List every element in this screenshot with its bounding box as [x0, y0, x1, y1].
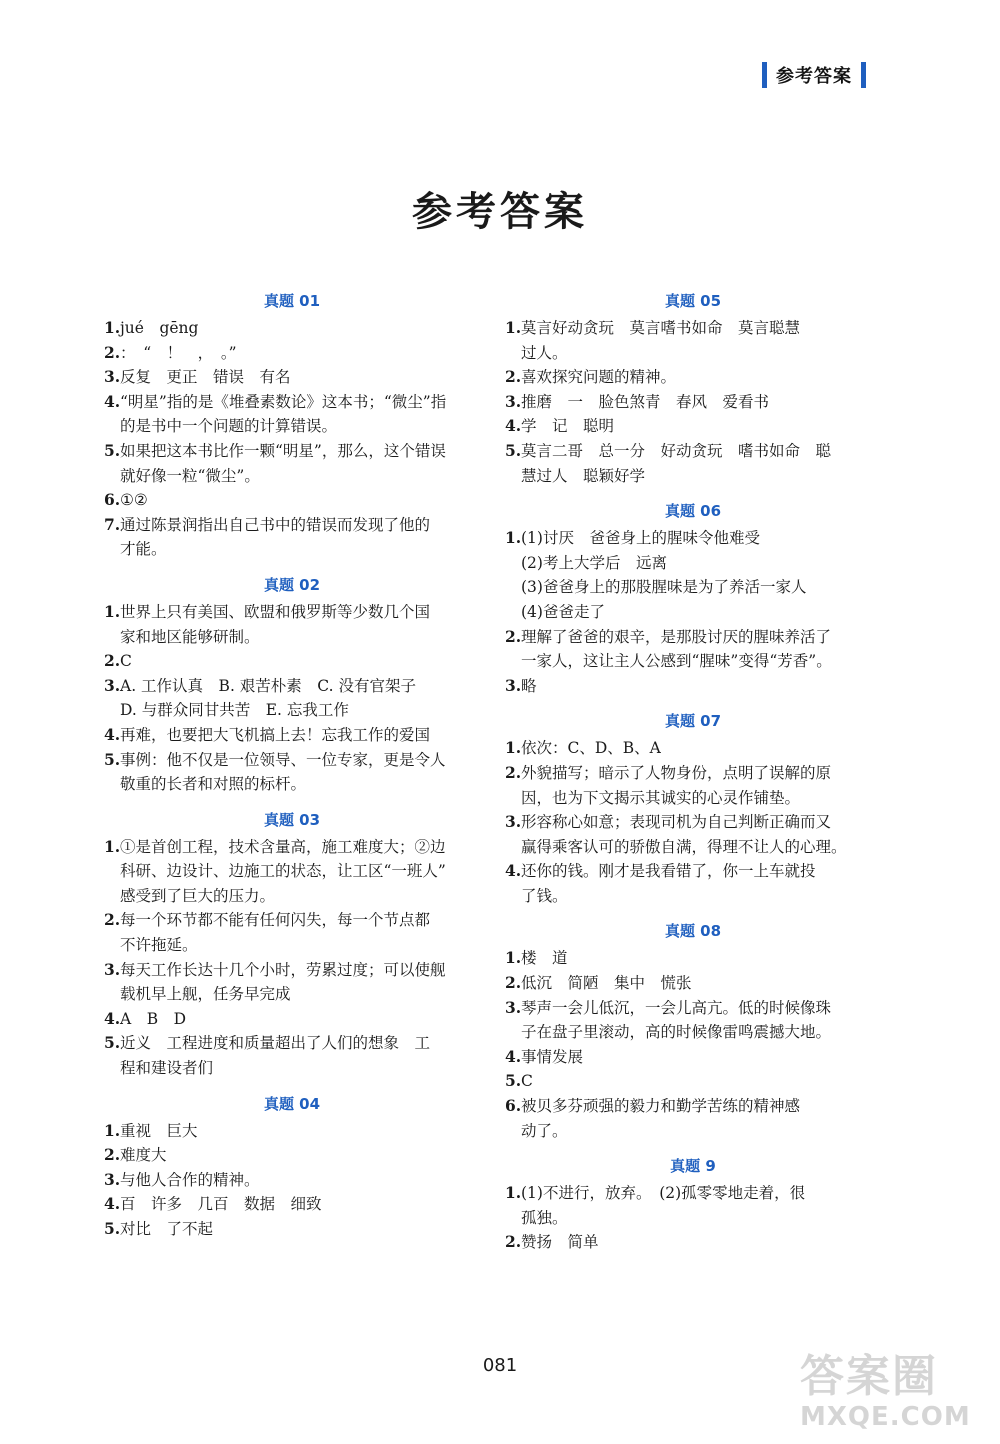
- answer-number: 1.: [104, 1120, 121, 1140]
- answer-line: [104, 1119, 480, 1144]
- answer-line: [104, 341, 480, 366]
- answer-line: [505, 1206, 881, 1231]
- answer-text: 低沉 简陋 集中 慌张: [521, 974, 692, 993]
- answer-line: [104, 1007, 480, 1032]
- answer-text: 楼 道: [521, 949, 568, 968]
- watermark-logo: [800, 1352, 990, 1438]
- answer-number: 5.: [104, 1033, 121, 1053]
- answer-text: 科研、边设计、边施工的状态，让工区“一班人”: [120, 862, 446, 881]
- answer-line: [104, 835, 480, 860]
- answer-number: 5.: [505, 1071, 522, 1091]
- answer-text: 还你的钱。刚才是我看错了，你一上车就投: [521, 862, 816, 881]
- answer-text: 就好像一粒“微尘”。: [120, 466, 260, 485]
- answer-line: [104, 414, 480, 439]
- answer-text: 子在盘子里滚动，高的时候像雷鸣震撼大地。: [521, 1023, 832, 1042]
- answer-line: [505, 1020, 881, 1045]
- answer-line: [505, 946, 881, 971]
- answer-line: [505, 996, 881, 1021]
- answer-line: [104, 1168, 480, 1193]
- answer-line: [505, 884, 881, 909]
- answer-line: [104, 1143, 480, 1168]
- answer-text: 如果把这本书比作一颗“明星”，那么，这个错误: [120, 441, 446, 460]
- answer-number: 2.: [505, 367, 522, 387]
- answer-text: C: [521, 1072, 533, 1091]
- answer-number: 1.: [104, 318, 121, 337]
- answer-line: [505, 341, 881, 366]
- answer-number: 2.: [505, 1232, 522, 1252]
- answer-line: [505, 649, 881, 674]
- section-gap: [104, 1081, 480, 1089]
- section-title: 真题 01: [263, 292, 321, 310]
- answer-text: 孤独。: [521, 1208, 568, 1227]
- section-title: 真题 03: [263, 810, 321, 829]
- running-header: [762, 62, 866, 88]
- answer-text: 的是书中一个问题的计算错误。: [120, 417, 338, 436]
- answer-number: 6.: [104, 490, 121, 510]
- answer-text: (4)爸爸走了: [521, 602, 605, 621]
- answer-line: [104, 859, 480, 884]
- section-title: 真题 05: [664, 292, 722, 310]
- answer-text: A. 工作认真 B. 艰苦朴素 C. 没有官架子: [120, 676, 416, 695]
- answer-line: [505, 1119, 881, 1144]
- answer-line: [104, 365, 480, 390]
- answer-line: [104, 958, 480, 983]
- answer-number: 4.: [505, 416, 522, 436]
- answer-text: 依次：C、D、B、A: [521, 739, 661, 758]
- answer-line: [505, 674, 881, 699]
- answer-number: 4.: [104, 1008, 121, 1028]
- answer-line: [505, 971, 881, 996]
- answer-line: [104, 933, 480, 958]
- answer-line: [104, 625, 480, 650]
- answer-text: (2)考上大学后 远离: [521, 553, 667, 572]
- section-gap: [104, 562, 480, 570]
- answer-line: [505, 786, 881, 811]
- answer-line: [104, 537, 480, 562]
- section-gap: [505, 488, 881, 496]
- page-number: 081: [482, 1355, 518, 1376]
- answer-line: [104, 488, 480, 513]
- answer-text: 事例：他不仅是一位领导、一位专家，更是令人: [120, 750, 446, 769]
- section-gap: [505, 698, 881, 706]
- answer-text: 事情发展: [521, 1047, 584, 1066]
- answer-line: [505, 600, 881, 625]
- answer-text: 重视 巨大: [120, 1121, 198, 1140]
- answer-text: 再难，也要把大飞机搞上去！忘我工作的爱国: [120, 725, 431, 744]
- answer-line: [104, 649, 480, 674]
- answer-number: 5.: [104, 1219, 121, 1238]
- answer-number: 3.: [505, 997, 522, 1017]
- answer-text: 动了。: [521, 1121, 568, 1140]
- answer-number: 2.: [104, 1145, 121, 1165]
- section-gap: [505, 1143, 881, 1151]
- answer-text: 世界上只有美国、欧盟和俄罗斯等少数几个国: [120, 602, 431, 621]
- answer-text: 推磨 一 脸色煞青 春风 爱看书: [521, 392, 770, 411]
- answer-line: [505, 835, 881, 860]
- answer-text: A B D: [120, 1009, 187, 1028]
- answer-text: (1)不进行，放弃。 (2)孤零零地走着，很: [521, 1184, 806, 1203]
- answer-number: 4.: [104, 1194, 121, 1214]
- answer-line: [104, 908, 480, 933]
- answer-text: 感受到了巨大的压力。: [120, 886, 276, 905]
- answer-line: [505, 575, 881, 600]
- answer-line: [505, 390, 881, 415]
- section-gap: [104, 797, 480, 805]
- answer-number: 1.: [505, 1183, 522, 1203]
- answer-number: 3.: [505, 812, 522, 832]
- header-tag-text: 参考答案: [776, 66, 852, 87]
- answer-line: [104, 884, 480, 909]
- answer-text: 形容称心如意；表现司机为自己判断正确而又: [521, 813, 832, 832]
- answer-number: 1.: [505, 528, 522, 548]
- answer-line: [505, 1181, 881, 1206]
- answer-text: 喜欢探究问题的精神。: [521, 368, 677, 387]
- answer-text: C: [120, 652, 132, 671]
- answer-text: (3)爸爸身上的那股腥味是为了养活一家人: [521, 578, 807, 597]
- answer-text: 难度大: [120, 1146, 167, 1165]
- answer-line: [104, 698, 480, 723]
- answer-number: 1.: [505, 948, 522, 968]
- answer-line: [104, 674, 480, 699]
- section-gap: [505, 908, 881, 916]
- answer-text: 学 记 聪明: [521, 417, 615, 436]
- answer-number: 3.: [505, 675, 522, 695]
- answer-text: 程和建设者们: [120, 1059, 214, 1078]
- answer-text: 才能。: [120, 540, 167, 559]
- answer-number: 3.: [104, 959, 121, 979]
- answer-text: 与他人合作的精神。: [120, 1170, 260, 1189]
- answer-text: 赢得乘客认可的骄傲自满，得理不让人的心理。: [521, 837, 847, 856]
- watermark-url: MXQE.COM: [800, 1402, 971, 1432]
- answer-text: ①是首创工程，技术含量高，施工难度大；②边: [120, 837, 446, 856]
- answer-line: [505, 414, 881, 439]
- answer-line: [505, 365, 881, 390]
- answer-text: 每一个环节都不能有任何闪失，每一个节点都: [120, 911, 431, 930]
- answer-text: ： “ ！ ， 。”: [120, 343, 237, 362]
- answer-line: [104, 723, 480, 748]
- answer-text: 反复 更正 错误 有名: [120, 368, 291, 387]
- answer-text: 莫言好动贪玩 莫言嗜书如命 莫言聪慧: [521, 319, 801, 337]
- answer-text: 琴声一会儿低沉，一会儿高亢。低的时候像珠: [521, 998, 832, 1017]
- answer-text: 载机早上舰，任务早完成: [120, 985, 291, 1004]
- answer-line: [505, 316, 881, 341]
- section-title: 真题 9: [670, 1157, 716, 1176]
- answer-text: 略: [521, 676, 537, 695]
- answer-number: 2.: [104, 342, 121, 362]
- answer-number: 4.: [505, 861, 522, 881]
- answer-number: 6.: [505, 1096, 522, 1116]
- answer-number: 1.: [104, 601, 121, 621]
- answer-text: 家和地区能够研制。: [120, 627, 260, 646]
- answer-line: [505, 625, 881, 650]
- answer-line: [104, 600, 480, 625]
- answer-number: 7.: [104, 514, 121, 534]
- answer-text: 敬重的长者和对照的标杆。: [120, 775, 307, 794]
- answer-number: 5.: [104, 749, 121, 769]
- answer-text: 对比 了不起: [120, 1220, 214, 1238]
- answer-line: [104, 1217, 480, 1242]
- answer-text: 了钱。: [521, 886, 568, 905]
- answer-number: 3.: [104, 367, 121, 387]
- answer-line: [104, 748, 480, 773]
- answer-line: [505, 439, 881, 464]
- answer-number: 4.: [104, 724, 121, 744]
- answer-text: 每天工作长达十几个小时，劳累过度；可以使舰: [120, 960, 446, 979]
- answer-text: (1)讨厌 爸爸身上的腥味令他难受: [521, 529, 760, 548]
- answer-text: 百 许多 几百 数据 细致: [120, 1195, 322, 1214]
- answer-text: 一家人，这让主人公感到“腥味”变得“芳香”。: [521, 652, 832, 671]
- section-title: 真题 06: [664, 502, 722, 521]
- right-column: [505, 286, 881, 1255]
- answer-line: [104, 1031, 480, 1056]
- answer-line: [104, 982, 480, 1007]
- answer-number: 2.: [505, 626, 522, 646]
- answer-text: 近义 工程进度和质量超出了人们的想象 工: [120, 1034, 431, 1053]
- answer-number: 3.: [104, 1169, 121, 1189]
- answer-line: [104, 513, 480, 538]
- answer-number: 2.: [104, 651, 121, 671]
- left-column: [104, 286, 480, 1242]
- answer-number: 1.: [505, 318, 522, 337]
- answer-number: 1.: [104, 836, 121, 856]
- answer-number: 3.: [505, 391, 522, 411]
- answer-text: 被贝多芬顽强的毅力和勤学苦练的精神感: [521, 1097, 801, 1116]
- answer-number: 4.: [104, 391, 121, 411]
- answer-line: [505, 1230, 881, 1255]
- section-title: 真题 08: [664, 922, 722, 941]
- answer-line: [104, 772, 480, 797]
- section-title: 真题 07: [664, 712, 722, 731]
- answer-text: 过人。: [521, 343, 568, 362]
- answer-text: “明星”指的是《堆叠素数论》这本书；“微尘”指: [120, 392, 447, 411]
- answer-number: 5.: [505, 440, 522, 460]
- answer-text: 赞扬 简单: [521, 1233, 599, 1252]
- answer-text: D. 与群众同甘共苦 E. 忘我工作: [120, 701, 349, 720]
- answer-line: [104, 439, 480, 464]
- answer-text: 因，也为下文揭示其诚实的心灵作铺垫。: [521, 788, 801, 807]
- section-title: 真题 02: [263, 575, 321, 594]
- answer-text: 慧过人 聪颖好学: [521, 466, 646, 485]
- answer-number: 2.: [104, 910, 121, 930]
- answer-line: [505, 859, 881, 884]
- answer-text: 不许拖延。: [120, 936, 198, 955]
- section-title: 真题 04: [263, 1094, 321, 1113]
- answer-text: 莫言二哥 总一分 好动贪玩 嗜书如命 聪: [521, 441, 832, 460]
- answer-line: [104, 390, 480, 415]
- answer-line: [505, 810, 881, 835]
- answer-line: [505, 1045, 881, 1070]
- answer-text: jué gēng: [120, 319, 199, 337]
- answer-number: 2.: [505, 973, 522, 993]
- answer-line: [505, 1069, 881, 1094]
- header-bar-right: [861, 62, 866, 88]
- answer-line: [104, 1056, 480, 1081]
- answer-line: [104, 316, 480, 341]
- answer-text: ①②: [120, 491, 148, 510]
- answer-line: [505, 551, 881, 576]
- answer-line: [505, 761, 881, 786]
- answer-number: 5.: [104, 440, 121, 460]
- answer-text: 理解了爸爸的艰辛，是那股讨厌的腥味养活了: [521, 627, 832, 646]
- answer-number: 1.: [505, 738, 522, 758]
- answer-number: 3.: [104, 675, 121, 695]
- answer-line: [104, 464, 480, 489]
- answer-line: [505, 736, 881, 761]
- watermark-logo-text: 答案圈: [800, 1351, 938, 1402]
- page-title: 参考答案: [412, 189, 588, 235]
- answer-line: [505, 464, 881, 489]
- answer-number: 4.: [505, 1046, 522, 1066]
- answer-line: [505, 526, 881, 551]
- answer-text: 外貌描写；暗示了人物身份，点明了误解的原: [521, 763, 832, 782]
- answer-line: [104, 1192, 480, 1217]
- answer-line: [505, 1094, 881, 1119]
- answer-number: 2.: [505, 762, 522, 782]
- answer-text: 通过陈景润指出自己书中的错误而发现了他的: [120, 515, 431, 534]
